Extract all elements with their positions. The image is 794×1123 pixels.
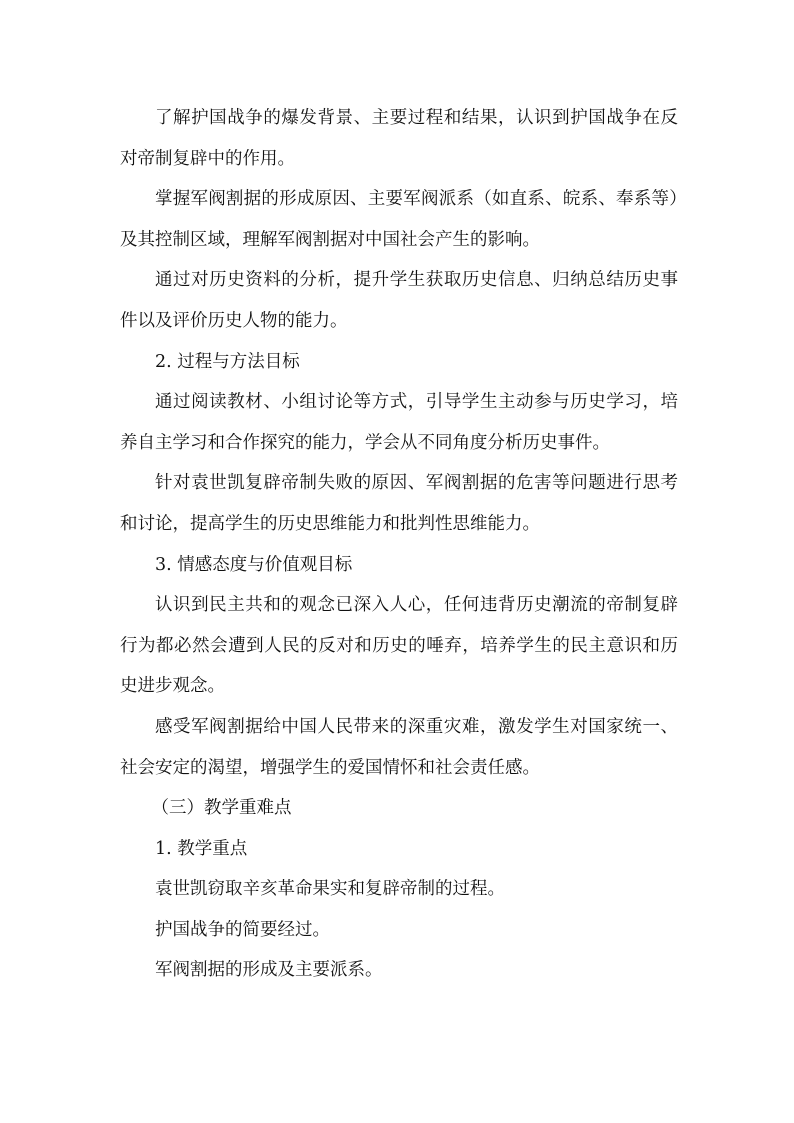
heading-key-difficulties: （三）教学重难点 [151, 798, 292, 819]
paragraph-reading-discussion: 通过阅读教材、小组讨论等方式，引导学生主动参与历史学习，培养自主学习和合作探究的能力，学会从不同角度分析历史事件。 [120, 392, 678, 453]
focus-item-yuan-shikai: 袁世凯窃取辛亥革命果实和复辟帝制的过程。 [155, 879, 505, 900]
focus-item-protection-war: 护国战争的简要经过。 [155, 919, 330, 940]
paragraph-patriotism: 感受军阀割据给中国人民带来的深重灾难，激发学生对国家统一、社会安定的渴望，增强学生的爱国情怀和社会责任感。 [120, 716, 678, 778]
focus-item-warlords: 军阀割据的形成及主要派系。 [155, 960, 383, 981]
heading-emotion-values: 3. 情感态度与价值观目标 [155, 554, 353, 575]
paragraph-critical-thinking: 针对袁世凯复辟帝制失败的原因、军阀割据的危害等问题进行思考和讨论，提高学生的历史思维能力和批判性思维能力。 [120, 473, 678, 534]
paragraph-protection-war-goal: 了解护国战争的爆发背景、主要过程和结果，认识到护国战争在反对帝制复辟中的作用。 [120, 108, 678, 169]
paragraph-analysis-ability: 通过对历史资料的分析，提升学生获取历史信息、归纳总结历史事件以及评价历史人物的能力。 [120, 270, 678, 331]
paragraph-democracy-values: 认识到民主共和的观念已深入人心，任何违背历史潮流的帝制复辟行为都必然会遭到人民的反对和历史的唾弃，培养学生的民主意识和历史进步观念。 [120, 595, 678, 697]
heading-teaching-focus: 1. 教学重点 [155, 838, 248, 859]
paragraph-warlord-goal: 掌握军阀割据的形成原因、主要军阀派系（如直系、皖系、奉系等）及其控制区域，理解军阀割据对中国社会产生的影响。 [120, 189, 678, 250]
heading-process-method: 2. 过程与方法目标 [155, 351, 300, 372]
document-body [120, 98, 678, 991]
